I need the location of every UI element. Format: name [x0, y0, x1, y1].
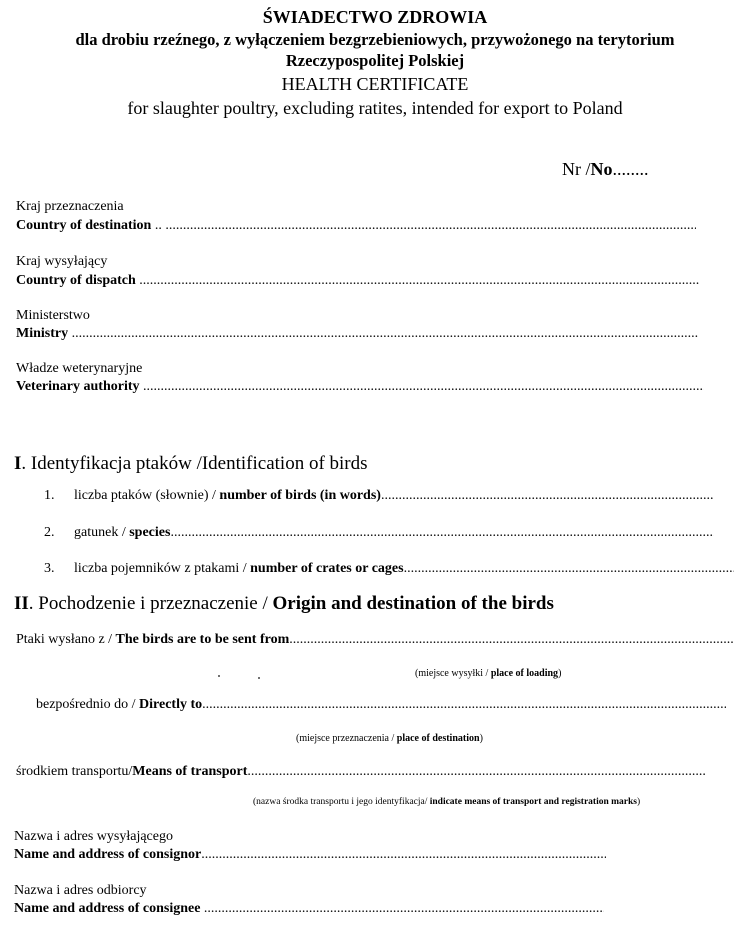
ministry-label-en: Ministry — [16, 326, 69, 341]
item-2-label-en: species — [129, 525, 171, 540]
section-1-heading — [14, 453, 368, 475]
certificate-title-pl: ŚWIADECTWO ZDROWIA — [262, 7, 488, 27]
item-1-number: 1. — [44, 488, 55, 503]
section-2-title-en: Origin and destination of the birds — [272, 593, 554, 614]
item-2-dotted-line[interactable] — [170, 525, 714, 541]
scan-speck — [258, 677, 260, 679]
hint-1-pl: (miejsce wysyłki / — [415, 668, 491, 679]
item-1-label-en: number of birds (in words) — [219, 488, 381, 503]
number-label-en: No — [590, 159, 613, 179]
certificate-subtitle-pl-1: dla drobiu rzeźnego, z wyłączeniem bezgrzebieniowych, przywożonego na terytorium — [75, 30, 675, 49]
item-1-dotted-line[interactable] — [381, 488, 714, 504]
transport-label-en: Means of transport — [132, 764, 248, 779]
ministry-field[interactable] — [16, 326, 699, 342]
scan-speck — [218, 675, 220, 677]
hint-3-pl: (nazwa środka transportu i jego identyfikacja/ — [253, 797, 430, 807]
section-2-heading — [14, 593, 554, 615]
directly-to-label-en: Directly to — [139, 697, 203, 712]
hint-2-pl: (miejsce przeznaczenia / — [296, 733, 397, 744]
destination-field[interactable] — [16, 218, 696, 234]
destination-label-en: Country of destination — [16, 218, 152, 233]
consignee-dotted-line[interactable] — [204, 901, 604, 917]
hint-1-close: ) — [558, 668, 562, 679]
directly-to-field[interactable] — [36, 697, 726, 713]
ministry-dotted-line[interactable] — [72, 326, 699, 342]
consignor-label-en: Name and address of consignor — [14, 847, 202, 862]
dispatch-label-en: Country of dispatch — [16, 273, 136, 288]
section-1-number: I — [14, 453, 22, 474]
item-3-dotted-line[interactable] — [404, 561, 734, 577]
vet-field[interactable] — [16, 379, 704, 395]
destination-dotted-line[interactable] — [165, 218, 696, 234]
sent-from-label-pl: Ptaki wysłano z / — [16, 632, 116, 647]
vet-label-en: Veterinary authority — [16, 379, 140, 394]
birds-count-field[interactable] — [44, 488, 714, 504]
section-1-title: . Identyfikacja ptaków /Identification of birds — [21, 453, 368, 474]
consignee-field[interactable] — [14, 901, 604, 917]
item-2-number: 2. — [44, 525, 55, 540]
directly-to-dotted-line[interactable] — [202, 697, 726, 713]
hint-2-en: place of destination — [396, 733, 480, 744]
dispatch-dotted-line[interactable] — [139, 273, 699, 289]
consignor-dotted-line[interactable] — [201, 847, 606, 863]
item-3-number: 3. — [44, 561, 55, 576]
hint-3-en: indicate means of transport and registration marks — [429, 797, 637, 807]
vet-dotted-line[interactable] — [143, 379, 704, 395]
number-label-pl: Nr / — [562, 159, 591, 179]
transport-hint — [253, 797, 640, 807]
item-1-label-pl: liczba ptaków (słownie) / — [74, 488, 220, 503]
consignor-field[interactable] — [14, 847, 606, 863]
hint-2-close: ) — [479, 733, 483, 744]
destination-label-pl: Kraj przeznaczenia — [16, 199, 124, 214]
item-3-label-en: number of crates or cages — [250, 561, 404, 576]
item-2-label-pl: gatunek / — [74, 525, 130, 540]
ministry-label-pl: Ministerstwo — [16, 308, 90, 323]
sent-from-dotted-line[interactable] — [289, 632, 734, 648]
transport-dotted-line[interactable] — [247, 764, 706, 780]
species-field[interactable] — [44, 525, 714, 541]
vet-label-pl: Władze weterynaryjne — [16, 361, 143, 376]
dispatch-field[interactable] — [16, 273, 699, 289]
consignee-label-en: Name and address of consignee — [14, 901, 201, 916]
transport-label-pl: środkiem transportu/ — [16, 764, 133, 779]
sent-from-label-en: The birds are to be sent from — [115, 632, 290, 647]
hint-3-close: ) — [636, 797, 641, 807]
number-value[interactable]: ........ — [612, 159, 649, 179]
section-2-title-pl: . Pochodzenie i przeznaczenie / — [28, 593, 273, 614]
certificate-subtitle-en: for slaughter poultry, excluding ratites, intended for export to Poland — [127, 98, 623, 118]
certificate-number — [562, 159, 649, 180]
consignee-label-pl: Nazwa i adres odbiorcy — [14, 883, 147, 898]
consignor-label-pl: Nazwa i adres wysyłającego — [14, 829, 173, 844]
item-3-label-pl: liczba pojemników z ptakami / — [74, 561, 251, 576]
crates-field[interactable] — [44, 561, 734, 577]
section-2-number: II — [14, 593, 29, 614]
directly-to-label-pl: bezpośrednio do / — [36, 697, 140, 712]
certificate-title-en: HEALTH CERTIFICATE — [281, 74, 469, 94]
place-of-loading-hint — [415, 668, 561, 679]
dispatch-label-pl: Kraj wysyłający — [16, 254, 108, 269]
destination-separator: .. — [151, 218, 166, 233]
place-of-destination-hint — [296, 733, 483, 744]
certificate-subtitle-pl-2: Rzeczypospolitej Polskiej — [285, 51, 465, 70]
sent-from-field[interactable] — [16, 632, 734, 648]
hint-1-en: place of loading — [490, 668, 559, 679]
transport-field[interactable] — [16, 764, 706, 780]
